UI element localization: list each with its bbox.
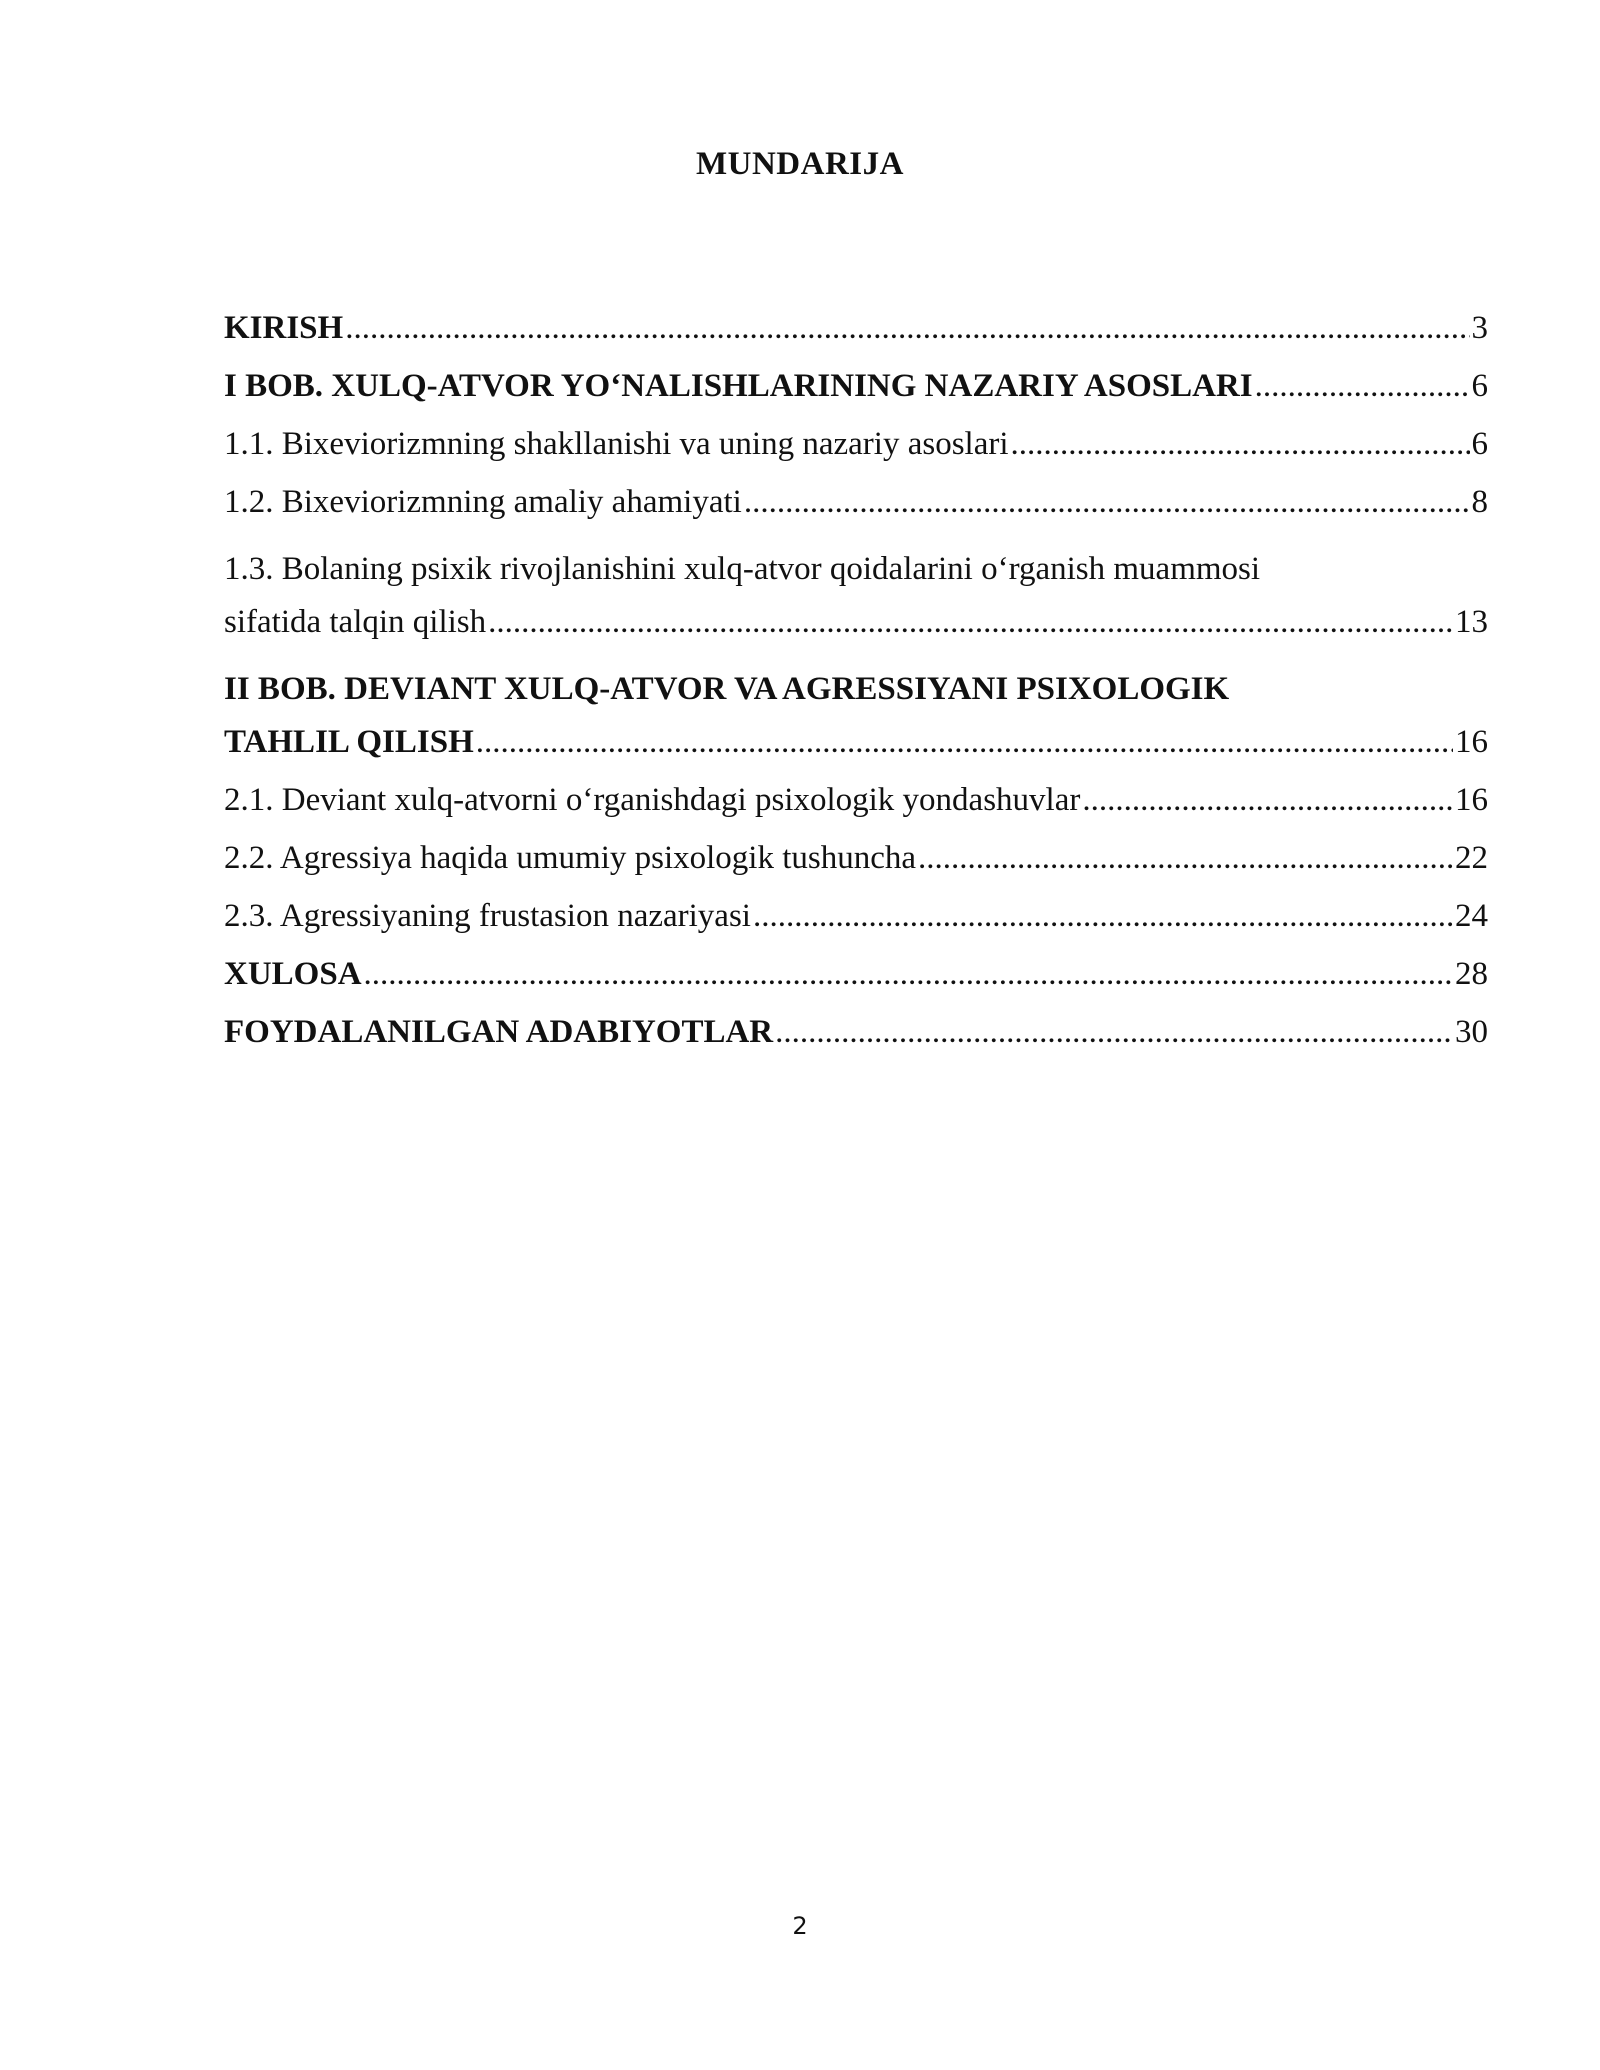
toc-entry-references[interactable] [224, 1010, 1488, 1054]
toc-entry-section-1-2[interactable] [224, 480, 1488, 524]
toc-page-number: 16 [1455, 724, 1488, 760]
toc-entry-section-1-3[interactable] [224, 538, 1488, 644]
toc-entry-xulosa[interactable] [224, 952, 1488, 996]
dot-leader [744, 480, 1470, 524]
dot-leader [1011, 422, 1470, 466]
toc-page-number: 30 [1455, 1014, 1488, 1050]
toc-page-number: 13 [1455, 604, 1488, 640]
toc-page-number: 6 [1471, 368, 1488, 404]
dot-leader [775, 1010, 1453, 1054]
dot-leader [488, 600, 1453, 644]
toc-page-number: 28 [1455, 956, 1488, 992]
dot-leader [364, 952, 1453, 996]
toc-page-number: 24 [1455, 898, 1488, 934]
toc-page-number: 8 [1471, 484, 1488, 520]
toc-page-number: 22 [1455, 840, 1488, 876]
dot-leader [1255, 364, 1470, 408]
toc-entry-label: 2.1. Deviant xulq-atvorni o‘rganishdagi psixologik yondashuvlar [224, 782, 1081, 818]
toc-page-number: 16 [1455, 782, 1488, 818]
toc-entry-chapter-2[interactable] [224, 658, 1488, 764]
toc-entry-kirish[interactable] [224, 306, 1488, 350]
dot-leader [476, 720, 1453, 764]
toc-entry-section-1-1[interactable] [224, 422, 1488, 466]
toc-entry-label: 1.1. Bixeviorizmning shakllanishi va uning nazariy asoslari [224, 426, 1009, 462]
toc-entry-section-2-1[interactable] [224, 778, 1488, 822]
toc-entry-section-2-3[interactable] [224, 894, 1488, 938]
toc-entry-label-line1: 1.3. Bolaning psixik rivojlanishini xulq-atvor qoidalarini o‘rganish muammosi [224, 551, 1261, 587]
toc-entry-label: 2.2. Agressiya haqida umumiy psixologik tushuncha [224, 840, 917, 876]
page-number: 2 [792, 1912, 808, 1940]
toc-entry-label: TAHLIL QILISH [224, 724, 474, 760]
dot-leader [753, 894, 1453, 938]
toc-entry-label: sifatida talqin qilish [224, 604, 487, 640]
toc-entry-chapter-1[interactable] [224, 364, 1488, 408]
toc-page-number: 3 [1471, 310, 1488, 346]
toc-entry-label: KIRISH [224, 310, 344, 346]
dot-leader [345, 306, 1469, 350]
table-of-contents [224, 306, 1488, 1054]
toc-entry-section-2-2[interactable] [224, 836, 1488, 880]
page-title: MUNDARIJA [696, 146, 904, 182]
dot-leader [918, 836, 1453, 880]
toc-entry-label: XULOSA [224, 956, 362, 992]
toc-entry-label-line1: II BOB. DEVIANT XULQ-ATVOR VA AGRESSIYANI PSIXOLOGIK [224, 671, 1230, 707]
dot-leader [1082, 778, 1453, 822]
toc-page-number: 6 [1471, 426, 1488, 462]
toc-entry-label: FOYDALANILGAN ADABIYOTLAR [224, 1014, 774, 1050]
toc-entry-label: 2.3. Agressiyaning frustasion nazariyasi [224, 898, 751, 934]
toc-entry-label: I BOB. XULQ-ATVOR YO‘NALISHLARINING NAZARIY ASOSLARI [224, 368, 1253, 404]
toc-entry-label: 1.2. Bixeviorizmning amaliy ahamiyati [224, 484, 742, 520]
